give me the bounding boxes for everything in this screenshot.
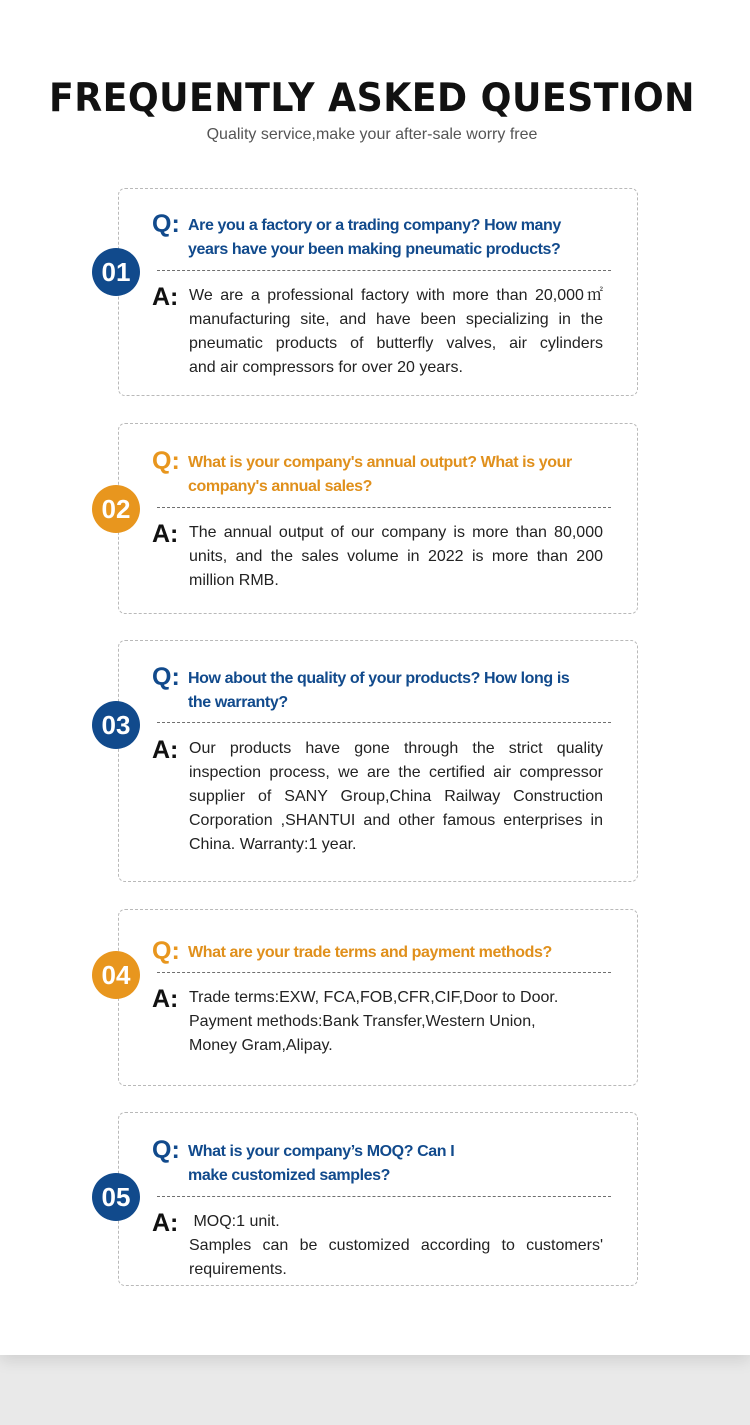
qa-divider bbox=[157, 722, 611, 723]
question-line: What is your company’s MOQ? Can I bbox=[188, 1143, 455, 1160]
answer-line: Corporation ,SHANTUI and other famous enterprises in bbox=[189, 812, 603, 829]
answer-mark-label: A: bbox=[152, 1209, 179, 1237]
answer-line: pneumatic products of butterfly valves, air cylinders bbox=[189, 335, 603, 352]
question-line: make customized samples? bbox=[188, 1167, 391, 1184]
faq-answer bbox=[189, 284, 603, 380]
faq-question bbox=[188, 1140, 608, 1188]
qa-divider bbox=[157, 507, 611, 508]
faq-number-badge: 01 bbox=[92, 248, 140, 296]
answer-line: Samples can be customized according to customers' bbox=[189, 1237, 603, 1254]
question-mark-label: Q: bbox=[152, 210, 180, 238]
answer-line: China. Warranty:1 year. bbox=[189, 836, 357, 853]
answer-line: Trade terms:EXW, FCA,FOB,CFR,CIF,Door to Door. bbox=[189, 989, 559, 1006]
answer-mark-label: A: bbox=[152, 985, 179, 1013]
qa-divider bbox=[157, 972, 611, 973]
faq-question bbox=[188, 451, 608, 499]
answer-line: Payment methods:Bank Transfer,Western Union, bbox=[189, 1013, 536, 1030]
page-title: FREQUENTLY ASKED QUESTION bbox=[48, 76, 696, 121]
answer-line: inspection process, we are the certified air compressor bbox=[189, 764, 603, 781]
answer-line: Money Gram,Alipay. bbox=[189, 1037, 333, 1054]
faq-answer bbox=[189, 1210, 603, 1282]
question-line: years have your been making pneumatic products? bbox=[188, 241, 561, 258]
question-mark-label: Q: bbox=[152, 447, 180, 475]
faq-number-badge: 04 bbox=[92, 951, 140, 999]
faq-number-badge: 03 bbox=[92, 701, 140, 749]
faq-answer bbox=[189, 521, 603, 593]
answer-line: requirements. bbox=[189, 1261, 287, 1278]
answer-line: We are a professional factory with more than 20,000㎡ bbox=[189, 287, 603, 304]
answer-line: million RMB. bbox=[189, 572, 279, 589]
faq-answer bbox=[189, 986, 603, 1058]
answer-line: manufacturing site, and have been specializing in the bbox=[189, 311, 603, 328]
question-line: the warranty? bbox=[188, 694, 288, 711]
question-mark-label: Q: bbox=[152, 937, 180, 965]
answer-line: supplier of SANY Group,China Railway Construction bbox=[189, 788, 603, 805]
faq-question bbox=[188, 941, 608, 965]
answer-line: MOQ:1 unit. bbox=[189, 1213, 280, 1230]
question-line: Are you a factory or a trading company? How many bbox=[188, 217, 561, 234]
faq-answer bbox=[189, 737, 603, 857]
qa-divider bbox=[157, 1196, 611, 1197]
faq-question bbox=[188, 214, 608, 262]
answer-line: units, and the sales volume in 2022 is more than 200 bbox=[189, 548, 603, 565]
answer-mark-label: A: bbox=[152, 520, 179, 548]
answer-mark-label: A: bbox=[152, 283, 179, 311]
question-mark-label: Q: bbox=[152, 663, 180, 691]
question-line: What are your trade terms and payment methods? bbox=[188, 944, 552, 961]
answer-line: and air compressors for over 20 years. bbox=[189, 359, 463, 376]
faq-number-badge: 05 bbox=[92, 1173, 140, 1221]
answer-line: The annual output of our company is more than 80,000 bbox=[189, 524, 603, 541]
question-line: How about the quality of your products? How long is bbox=[188, 670, 570, 687]
page-subtitle: Quality service,make your after-sale worry free bbox=[206, 126, 538, 143]
answer-line: Our products have gone through the strict quality bbox=[189, 740, 603, 757]
answer-mark-label: A: bbox=[152, 736, 179, 764]
question-line: company's annual sales? bbox=[188, 478, 373, 495]
question-line: What is your company's annual output? What is your bbox=[188, 454, 572, 471]
question-mark-label: Q: bbox=[152, 1136, 180, 1164]
qa-divider bbox=[157, 270, 611, 271]
faq-number-badge: 02 bbox=[92, 485, 140, 533]
faq-question bbox=[188, 667, 608, 715]
